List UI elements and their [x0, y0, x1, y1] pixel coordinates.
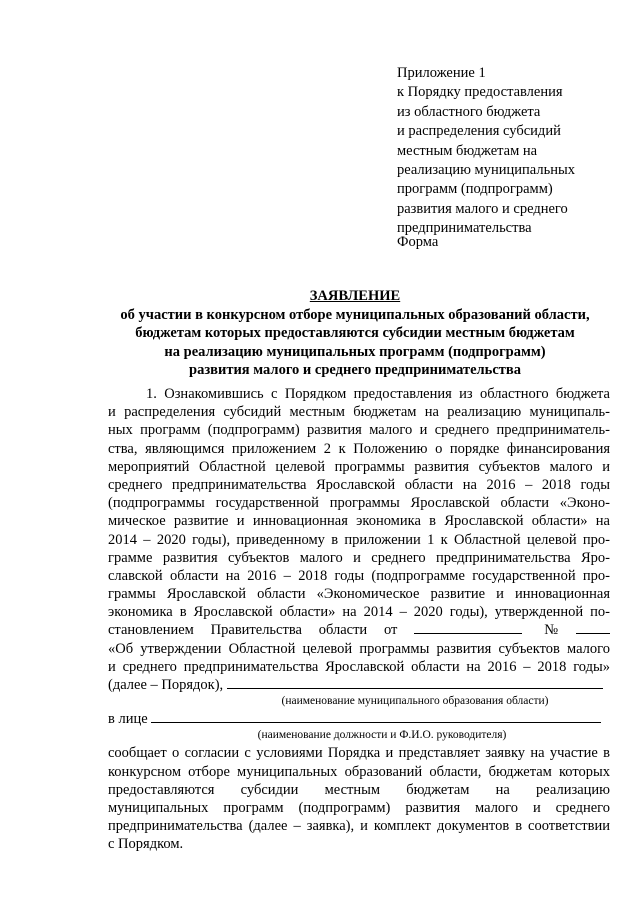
paragraph-line: 2014 – 2020 годы), приведенному в приложении 1 к Областной целевой про-	[108, 531, 610, 548]
appendix-line: местным бюджетам на	[397, 142, 538, 159]
appendix-line: развития малого и среднего	[397, 200, 568, 217]
hereinafter-row	[108, 676, 610, 694]
paragraph-line: граммы Ярославской области «Экономическое развитие и инновационная	[108, 586, 610, 603]
paragraph-line: ных программ (подпрограмм) развития малого и среднего предприниматель-	[108, 422, 610, 439]
paragraph-line: предпринимательства (далее – заявка), и комплект документов в соответствии	[108, 818, 610, 835]
title-subline: об участии в конкурсном отборе муниципальных образований области,	[120, 307, 590, 324]
paragraph-line: ства, являющимся приложением 2 к Положению о порядке финансирования	[108, 440, 610, 457]
decree-reference-row	[108, 621, 610, 639]
paragraph-line: и распределения субсидий местным бюджетам на реализацию муниципаль-	[108, 404, 610, 421]
decree-date-blank[interactable]	[414, 621, 522, 634]
municipality-blank[interactable]	[227, 676, 603, 689]
paragraph-line: (подпрограммы государственной программы Ярославской области «Эконо-	[108, 495, 610, 512]
appendix-line: Приложение 1	[397, 65, 486, 81]
appendix-block	[397, 64, 627, 239]
document-title	[100, 287, 610, 379]
paragraph-line: предоставляются субсидии местным бюджетам на реализацию	[108, 781, 610, 798]
appendix-line: из областного бюджета	[397, 103, 541, 120]
paragraph-line: мическое развитие и инновационная экономика в Ярославской области» на	[108, 513, 610, 530]
title-main: ЗАЯВЛЕНИЕ	[309, 288, 401, 304]
appendix-line: программ (подпрограмм)	[397, 181, 553, 198]
paragraph-line: мероприятий Областной целевой программы развития субъектов малого и	[108, 458, 610, 475]
caption-official: (наименование должности и Ф.И.О. руководителя)	[257, 729, 507, 742]
hereinafter-text: (далее – Порядок),	[108, 677, 224, 693]
title-subline: развития малого и среднего предпринимательства	[189, 361, 521, 378]
paragraph-line: экономика в Ярославской области» на 2014 – 2020 годы), утвержденной по-	[108, 604, 610, 621]
paragraph-line: славской области на 2016 – 2018 годы (подпрограмме государственной про-	[108, 567, 610, 584]
appendix-line: реализацию муниципальных	[397, 162, 575, 179]
paragraph-word: от	[383, 622, 398, 639]
appendix-line: к Порядку предоставления	[397, 84, 563, 101]
paragraph-word: области	[318, 622, 368, 639]
paragraph-line: среднего предпринимательства Ярославской области на 2016 – 2018 годы	[108, 476, 610, 493]
paragraph-word: становлением	[108, 622, 194, 639]
appendix-line: и распределения субсидий	[397, 123, 561, 140]
paragraph-line: конкурсном отборе муниципальных образований области, бюджетам которых	[108, 763, 610, 780]
in-person-text: в лице	[108, 711, 148, 728]
body-text	[108, 385, 610, 854]
appendix-line: предпринимательства	[397, 220, 532, 237]
paragraph-line: сообщает о согласии с условиями Порядка и представляет заявку на участие в	[108, 745, 610, 762]
paragraph-line: муниципальных программ (подпрограмм) развития малого и среднего	[108, 799, 610, 816]
decree-number-blank[interactable]	[576, 621, 610, 634]
paragraph-line: 1. Ознакомившись с Порядком предоставления из областного бюджета	[146, 386, 610, 402]
title-subline: на реализацию муниципальных программ (подпрограмм)	[164, 343, 546, 360]
paragraph-line: и среднего предпринимательства Ярославской области на 2016 – 2018 годы»	[108, 658, 610, 675]
official-blank[interactable]	[151, 710, 601, 723]
number-sign: №	[544, 622, 559, 639]
paragraph-line: грамме развития субъектов малого и среднего предпринимательства Яро-	[108, 549, 610, 566]
paragraph-line: с Порядком.	[108, 836, 184, 853]
form-label: Форма	[397, 234, 439, 250]
title-subline: бюджетам которых предоставляются субсидии местным бюджетам	[135, 325, 575, 342]
in-person-row	[108, 710, 610, 728]
paragraph-line: «Об утверждении Областной целевой программы развития субъектов малого	[108, 640, 610, 657]
paragraph-word: Правительства	[210, 622, 302, 639]
caption-municipality: (наименование муниципального образования области)	[281, 695, 549, 708]
